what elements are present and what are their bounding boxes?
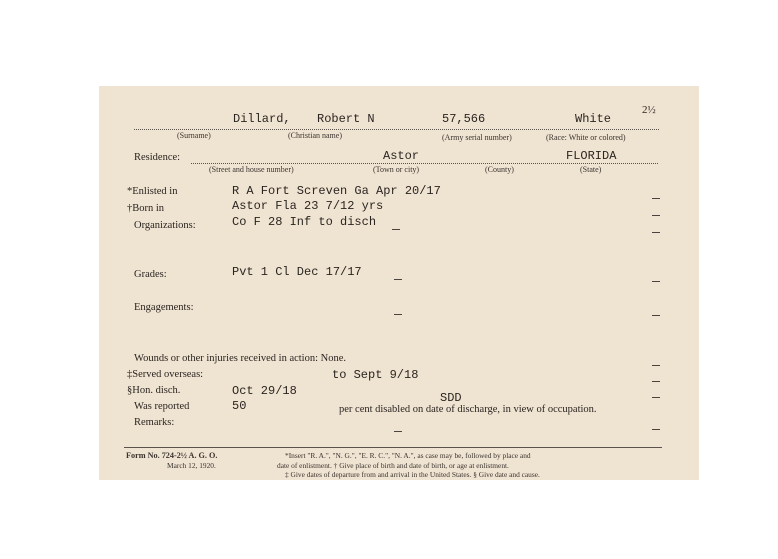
margin-mark xyxy=(652,365,660,366)
wounds-text: Wounds or other injuries received in action: None. xyxy=(134,353,347,364)
field-end-mark xyxy=(394,279,402,280)
christian-name-value: Robert N xyxy=(317,112,375,126)
grades-label: Grades: xyxy=(134,269,167,280)
surname-value: Dillard, xyxy=(233,112,291,126)
enlisted-value: R A Fort Screven Ga Apr 20/17 xyxy=(232,184,441,198)
town-caption: (Town or city) xyxy=(373,165,420,174)
was-reported-value: 50 xyxy=(232,399,247,413)
engagements-label: Engagements: xyxy=(134,302,194,313)
field-end-mark xyxy=(394,431,402,432)
served-overseas-label: ‡Served overseas: xyxy=(127,369,204,380)
footer-rule xyxy=(124,447,662,448)
disabled-text: per cent disabled on date of discharge, in view of occupation. xyxy=(339,404,597,415)
margin-mark xyxy=(652,232,660,233)
footnote-line-3: ‡ Give dates of departure from and arrival in the United States. § Give date and cause. xyxy=(285,470,540,479)
corner-note: 2½ xyxy=(642,104,656,116)
service-record-card xyxy=(99,86,699,480)
remarks-label: Remarks: xyxy=(134,417,175,428)
honorable-discharge-label: §Hon. disch. xyxy=(127,385,181,396)
margin-mark xyxy=(652,381,660,382)
residence-label: Residence: xyxy=(134,152,181,163)
margin-mark xyxy=(652,198,660,199)
race-caption: (Race: White or colored) xyxy=(546,133,626,142)
serial-number-caption: (Army serial number) xyxy=(442,133,512,142)
born-label: †Born in xyxy=(127,203,165,214)
organizations-value: Co F 28 Inf to disch xyxy=(232,215,377,229)
was-reported-label: Was reported xyxy=(134,401,190,412)
margin-mark xyxy=(652,215,660,216)
margin-mark xyxy=(652,315,660,316)
town-value: Astor xyxy=(383,149,420,163)
organizations-label: Organizations: xyxy=(134,220,196,231)
state-value: FLORIDA xyxy=(566,149,617,163)
christian-name-caption: (Christian name) xyxy=(288,131,342,140)
state-caption: (State) xyxy=(580,165,602,174)
race-value: White xyxy=(575,112,612,126)
surname-caption: (Surname) xyxy=(177,131,211,140)
born-value: Astor Fla 23 7/12 yrs xyxy=(232,199,384,213)
footnote-line-1: *Insert "R. A.", "N. G.", "E. R. C.", "N. A.", as case may be, followed by place and xyxy=(285,451,531,460)
honorable-discharge-value: Oct 29/18 xyxy=(232,384,297,398)
name-line xyxy=(134,129,659,130)
margin-mark xyxy=(652,429,660,430)
residence-line xyxy=(191,163,658,164)
county-caption: (County) xyxy=(485,165,514,174)
serial-number-value: 57,566 xyxy=(442,112,486,126)
field-end-mark xyxy=(394,314,402,315)
margin-mark xyxy=(652,397,660,398)
served-overseas-value: to Sept 9/18 xyxy=(332,368,419,382)
enlisted-label: *Enlisted in xyxy=(127,186,178,197)
footnote-line-2: date of enlistment. † Give place of birth and date of birth, or age at enlistment. xyxy=(277,461,509,470)
form-number: Form No. 724-2½ A. G. O. xyxy=(126,451,218,460)
field-end-mark xyxy=(392,229,400,230)
street-caption: (Street and house number) xyxy=(209,165,294,174)
margin-mark xyxy=(652,281,660,282)
sdd-value: SDD xyxy=(440,391,462,405)
grades-value: Pvt 1 Cl Dec 17/17 xyxy=(232,265,362,279)
form-date: March 12, 1920. xyxy=(167,461,216,470)
